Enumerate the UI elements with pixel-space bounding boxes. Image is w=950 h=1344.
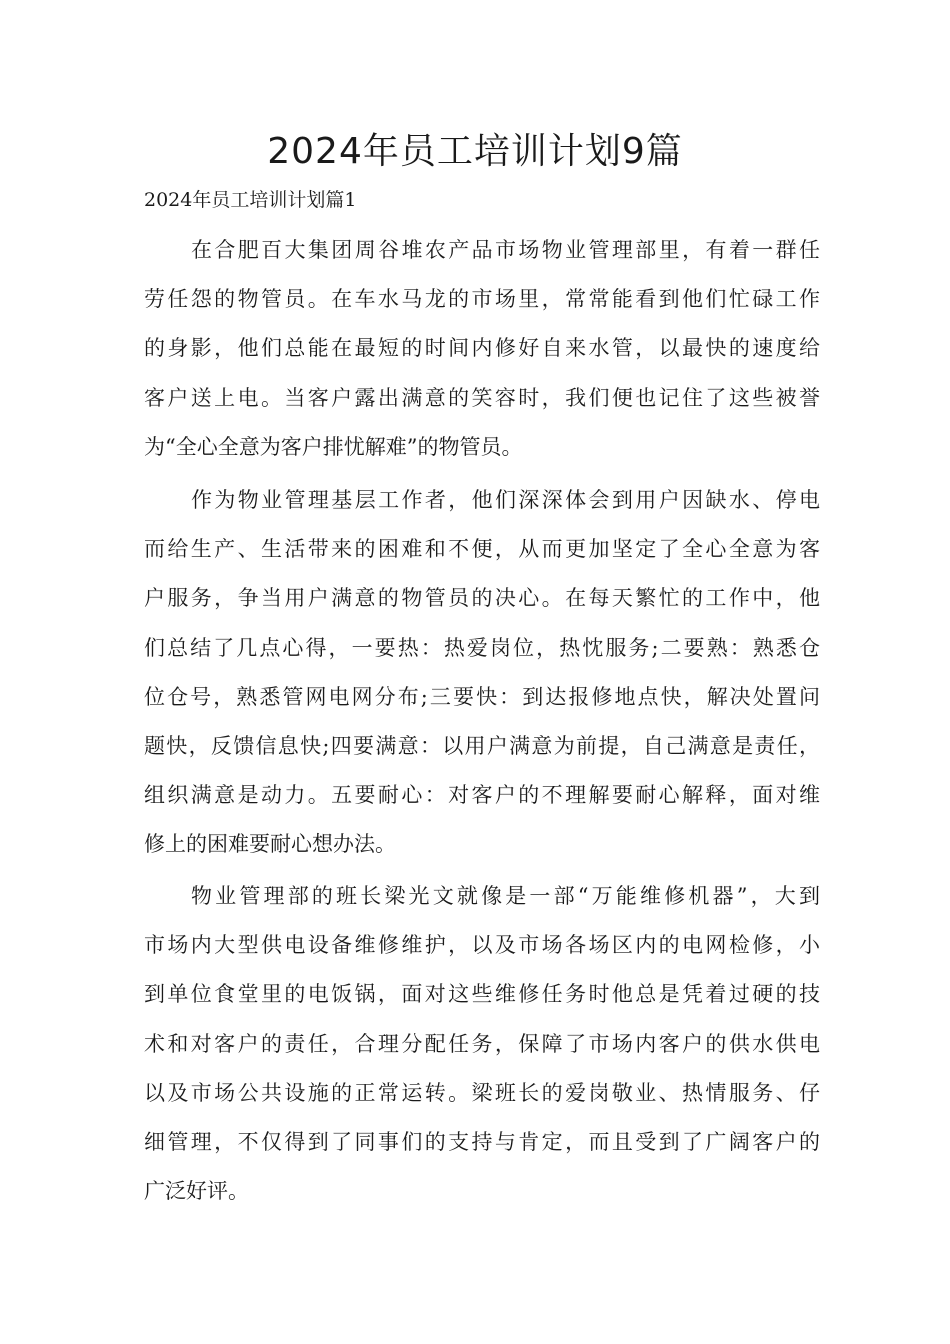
paragraph-line: 以及市场公共设施的正常运转。梁班长的爱岗敬业、热情服务、仔 <box>144 1080 820 1105</box>
paragraph-line: 广泛好评。 <box>144 1179 249 1204</box>
section-heading: 2024年员工培训计划篇1 <box>144 189 357 211</box>
paragraph-line: 劳任怨的物管员。在车水马龙的市场里，常常能看到他们忙碌工作 <box>144 287 820 312</box>
paragraph-line: 市场内大型供电设备维修维护，以及市场各场区内的电网检修，小 <box>144 933 820 958</box>
paragraph-line: 的身影，他们总能在最短的时间内修好自来水管，以最快的速度给 <box>144 336 820 361</box>
paragraph-line: 到单位食堂里的电饭锅，面对这些维修任务时他总是凭着过硬的技 <box>144 982 820 1007</box>
paragraph-line: 而给生产、生活带来的困难和不便，从而更加坚定了全心全意为客 <box>144 537 820 562</box>
paragraph-line: 户服务，争当用户满意的物管员的决心。在每天繁忙的工作中，他 <box>144 586 820 611</box>
paragraph-2 <box>144 476 820 870</box>
document-title: 2024年员工培训计划9篇 <box>267 131 683 172</box>
paragraph-line: 物业管理部的班长梁光文就像是一部“万能维修机器”，大到 <box>191 884 820 908</box>
paragraph-line: 客户送上电。当客户露出满意的笑容时，我们便也记住了这些被誉 <box>144 385 820 410</box>
paragraph-line: 作为物业管理基层工作者，他们深深体会到用户因缺水、停电 <box>191 488 820 512</box>
paragraph-line: 组织满意是动力。五要耐心：对客户的不理解要耐心解释，面对维 <box>144 783 820 808</box>
paragraph-3 <box>144 872 820 1216</box>
paragraph-line: 为“全心全意为客户排忧解难”的物管员。 <box>144 434 523 459</box>
paragraph-1 <box>144 226 820 472</box>
paragraph-line: 位仓号，熟悉管网电网分布;三要快：到达报修地点快，解决处置问 <box>144 684 820 709</box>
paragraph-line: 修上的困难要耐心想办法。 <box>144 832 396 857</box>
paragraph-line: 题快，反馈信息快;四要满意：以用户满意为前提，自己满意是责任， <box>144 734 820 759</box>
paragraph-line: 术和对客户的责任，合理分配任务，保障了市场内客户的供水供电 <box>144 1031 820 1056</box>
paragraph-line: 们总结了几点心得，一要热：热爱岗位，热忱服务;二要熟：熟悉仓 <box>144 635 820 660</box>
paragraph-line: 细管理，不仅得到了同事们的支持与肯定，而且受到了广阔客户的 <box>144 1130 820 1155</box>
paragraph-line: 在合肥百大集团周谷堆农产品市场物业管理部里，有着一群任 <box>191 238 820 262</box>
